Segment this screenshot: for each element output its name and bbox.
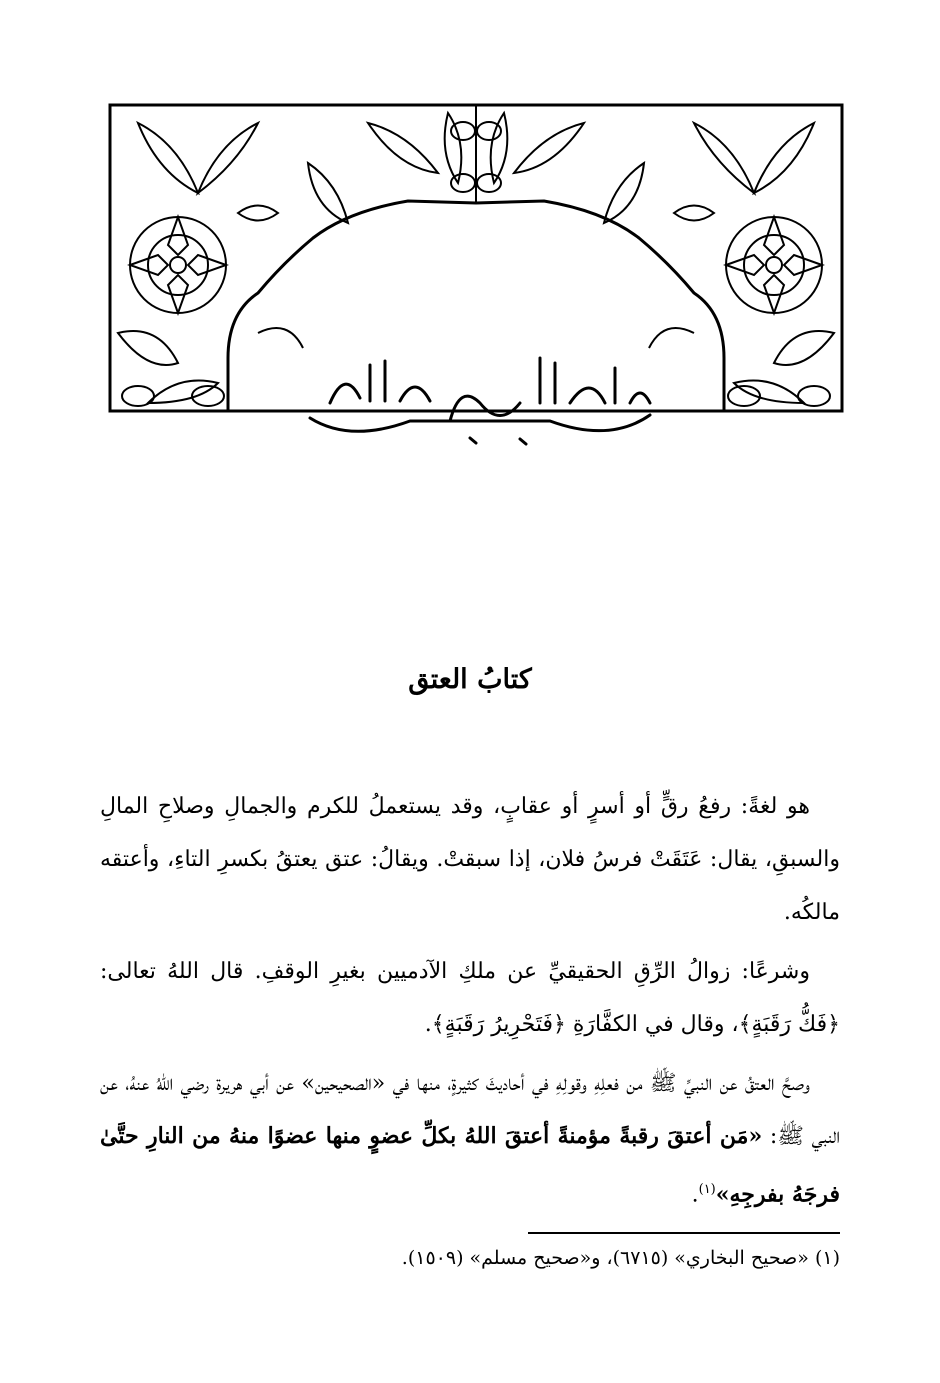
paragraph-sharia-definition: وشرعًا: زوالُ الرِّقِ الحقيقيِّ عن ملكِ الآدميين بغيرِ الوقفِ. قال اللهُ تعالى: ﴿فَكُّ رَقَبَةٍ﴾، وقال في الكفَّارَةِ ﴿فَتَحْرِيرُ رَقَبَةٍ﴾. (100, 959, 840, 1037)
footnote-separator (528, 1232, 840, 1234)
basmala-calligraphy (290, 343, 670, 453)
paragraph-definition: هو لغةً: رفعُ رقٍّ أو أسرٍ أو عقابٍ، وقد يستعملُ للكرم والجمالِ وصلاحِ المالِ والسبقِ، يقال: عَتَقَتْ فرسُ فلان، إذا سبقتْ. ويقالُ: عتق يعتقُ بكسرِ التاءِ، وأعتقه مالكُه. (100, 794, 840, 925)
paragraph-hadith (100, 1057, 840, 1221)
hadith-intro: وصحَّ العتقُ عن النبيِّ ﷺ من فعلِهِ وقولِهِ في أحاديثَ كثيرةٍ، منها في «الصحيحين» عن أبي هريرة رضي اللهُ عنهُ، عن النبي ﷺ: (100, 1071, 840, 1149)
body-text (100, 780, 840, 1227)
footnote-ref[interactable]: (١) (698, 1182, 716, 1197)
footnote: (١) «صحيح البخاري» (٦٧١٥)، و«صحيح مسلم» (١٥٠٩). (401, 1247, 840, 1269)
chapter-title: كتابُ العتق (408, 664, 532, 695)
hadith-quote: «مَن أعتقَ رقبةً مؤمنةً أعتقَ اللهُ بكلِّ عضوٍ منها عضوًا منهُ من النارِ حتَّىٰ فرجَهُ بفرجِهِ» (100, 1123, 840, 1208)
hadith-end: . (691, 1182, 699, 1208)
